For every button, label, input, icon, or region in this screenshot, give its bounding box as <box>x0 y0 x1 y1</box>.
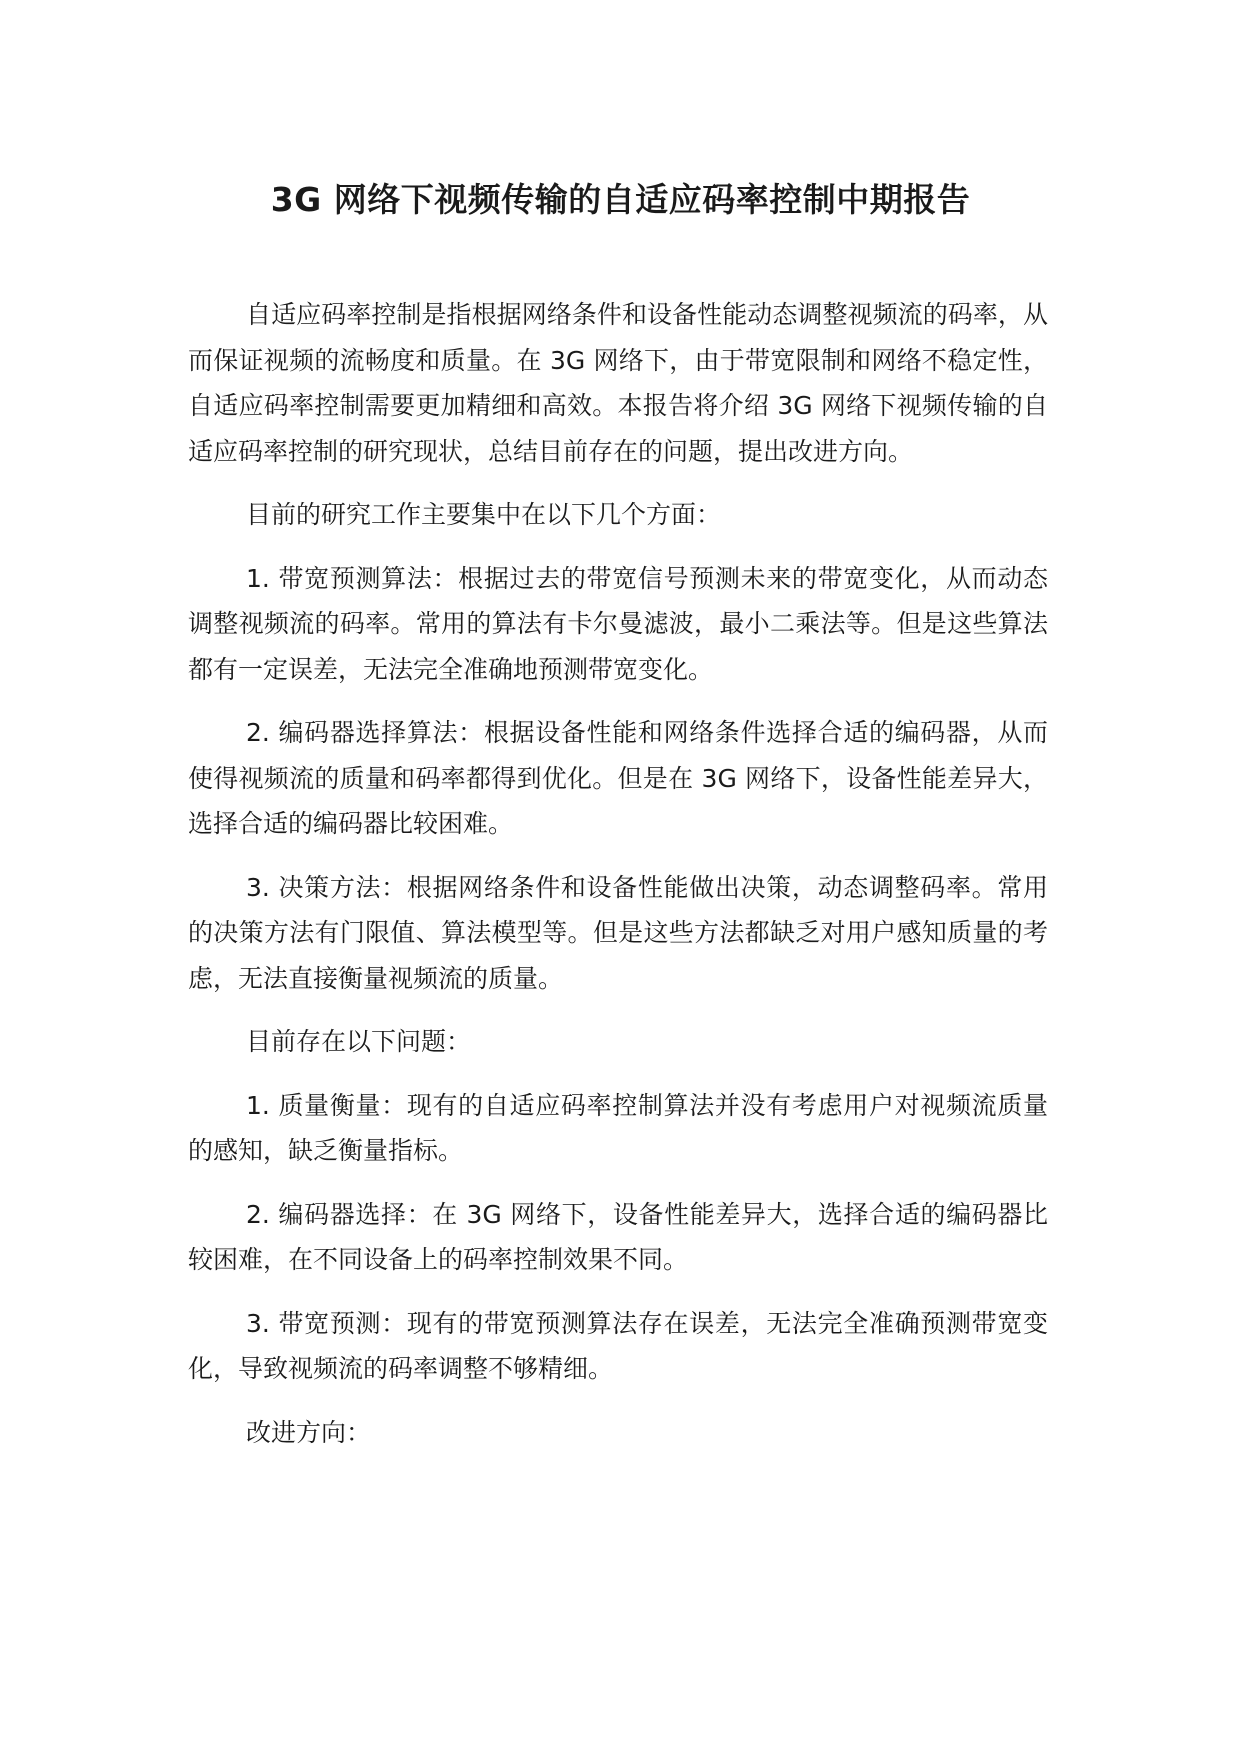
paragraph-intro: 自适应码率控制是指根据网络条件和设备性能动态调整视频流的码率，从而保证视频的流畅度和质量。在 3G 网络下，由于带宽限制和网络不稳定性，自适应码率控制需要更加精细和高效。本报告将介绍 3G 网络下视频传输的自适应码率控制的研究现状，总结目前存在的问题，提出改进方向。 <box>188 300 1048 466</box>
paragraph-problem-item-3: 3. 带宽预测：现有的带宽预测算法存在误差，无法完全准确预测带宽变化，导致视频流的码率调整不够精细。 <box>188 1308 1048 1383</box>
paragraph-research-item-3: 3. 决策方法：根据网络条件和设备性能做出决策，动态调整码率。常用的决策方法有门限值、算法模型等。但是这些方法都缺乏对用户感知质量的考虑，无法直接衡量视频流的质量。 <box>188 872 1048 993</box>
document-body <box>188 292 1048 1473</box>
paragraph-improvement-heading: 改进方向： <box>246 1417 372 1447</box>
paragraph-problem-item-1: 1. 质量衡量：现有的自适应码率控制算法并没有考虑用户对视频流质量的感知，缺乏衡量指标。 <box>188 1090 1048 1165</box>
paragraph-problems-heading: 目前存在以下问题： <box>246 1027 472 1056</box>
paragraph-research-item-2: 2. 编码器选择算法：根据设备性能和网络条件选择合适的编码器，从而使得视频流的质量和码率都得到优化。但是在 3G 网络下，设备性能差异大，选择合适的编码器比较困难。 <box>188 718 1048 838</box>
paragraph-research-item-1: 1. 带宽预测算法：根据过去的带宽信号预测未来的带宽变化，从而动态调整视频流的码率。常用的算法有卡尔曼滤波，最小二乘法等。但是这些算法都有一定误差，无法完全准确地预测带宽变化。 <box>188 563 1048 684</box>
document-title: 3G 网络下视频传输的自适应码率控制中期报告 <box>270 180 971 219</box>
paragraph-research-heading: 目前的研究工作主要集中在以下几个方面： <box>246 500 722 529</box>
paragraph-problem-item-2: 2. 编码器选择：在 3G 网络下，设备性能差异大，选择合适的编码器比较困难，在不同设备上的码率控制效果不同。 <box>188 1199 1048 1274</box>
